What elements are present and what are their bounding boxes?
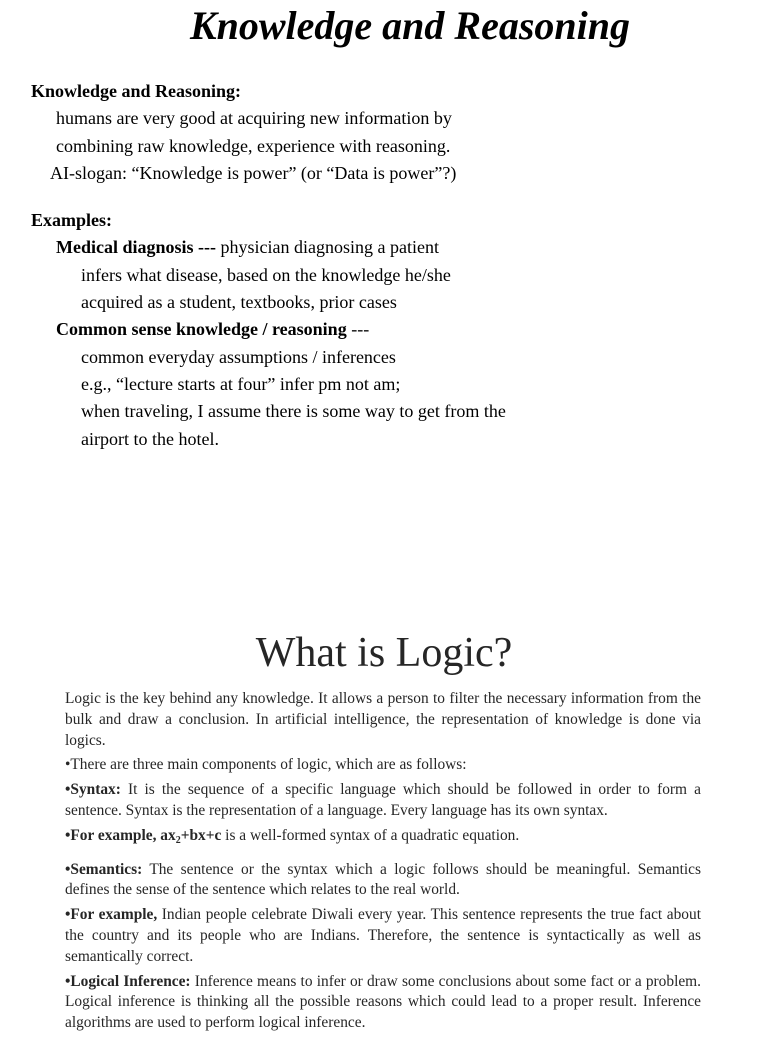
section-heading: Knowledge and Reasoning:	[31, 81, 242, 101]
components-paragraph: •There are three main components of logic, which are as follows:	[65, 756, 467, 774]
medical-diagnosis-line	[0, 234, 768, 261]
example-diwali-paragraph	[65, 905, 701, 967]
medical-line: infers what disease, based on the knowledge he/she	[81, 264, 451, 285]
common-sense-text: ---	[346, 319, 370, 340]
common-sense-label: Common sense knowledge / reasoning	[56, 319, 347, 340]
medical-diagnosis-label: Medical diagnosis ---	[56, 237, 216, 258]
example-label: •For example, ax	[65, 826, 176, 844]
examples-heading: Examples:	[31, 210, 112, 231]
expression: +bx+c	[180, 826, 222, 844]
common-line: e.g., “lecture starts at four” infer pm not am;	[81, 373, 401, 394]
syntax-paragraph	[65, 780, 701, 822]
example-label: •For example,	[65, 906, 158, 924]
syntax-text: It is the sequence of a specific language which should be followed in order to form a sentence. Syntax is the representation of a language. Every language has its own syntax.	[65, 781, 701, 819]
semantics-label: •Semantics:	[65, 860, 143, 878]
exponent-subscript: 2	[175, 834, 181, 846]
intro-line: combining raw knowledge, experience with reasoning.	[56, 135, 451, 156]
common-line: when traveling, I assume there is some way to get from the	[81, 401, 506, 422]
common-line: common everyday assumptions / inferences	[81, 346, 396, 367]
inference-paragraph	[65, 972, 701, 1034]
intro-paragraph: Logic is the key behind any knowledge. It allows a person to filter the necessary information from the bulk and draw a conclusion. In artificial intelligence, the representation of knowledge is done via logics.	[65, 690, 701, 749]
slide-title: Knowledge and Reasoning	[189, 3, 631, 48]
slide-body	[0, 78, 768, 453]
example-text: is a well-formed syntax of a quadratic equation.	[221, 826, 520, 844]
slide-title: What is Logic?	[255, 630, 513, 676]
slogan-line: AI-slogan: “Knowledge is power” (or “Data is power”?)	[50, 162, 457, 183]
semantics-text: The sentence or the syntax which a logic follows should be meaningful. Semantics defines the sense of the sentence which relates to the real world.	[65, 860, 701, 899]
common-sense-line	[0, 316, 768, 343]
example-quadratic-paragraph	[65, 826, 701, 852]
inference-label: •Logical Inference:	[65, 972, 191, 990]
slide-body	[65, 689, 701, 1038]
intro-line: humans are very good at acquiring new information by	[56, 108, 452, 129]
syntax-label: •Syntax:	[65, 781, 121, 799]
example-text: Indian people celebrate Diwali every year. This sentence represents the true fact about the country and its people who are Indians. Therefore, the sentence is syntactically as well as semantically correct.	[65, 906, 701, 965]
medical-line: acquired as a student, textbooks, prior cases	[81, 292, 397, 313]
medical-diagnosis-text: physician diagnosing a patient	[216, 237, 439, 258]
semantics-paragraph	[65, 860, 701, 902]
inference-text: Inference means to infer or draw some conclusions about some fact or a problem. Logical inference is thinking all the possible reasons which could lead to a proper result. Inference algorithms are used to perform logical inference.	[65, 972, 701, 1032]
common-line: airport to the hotel.	[81, 428, 219, 449]
